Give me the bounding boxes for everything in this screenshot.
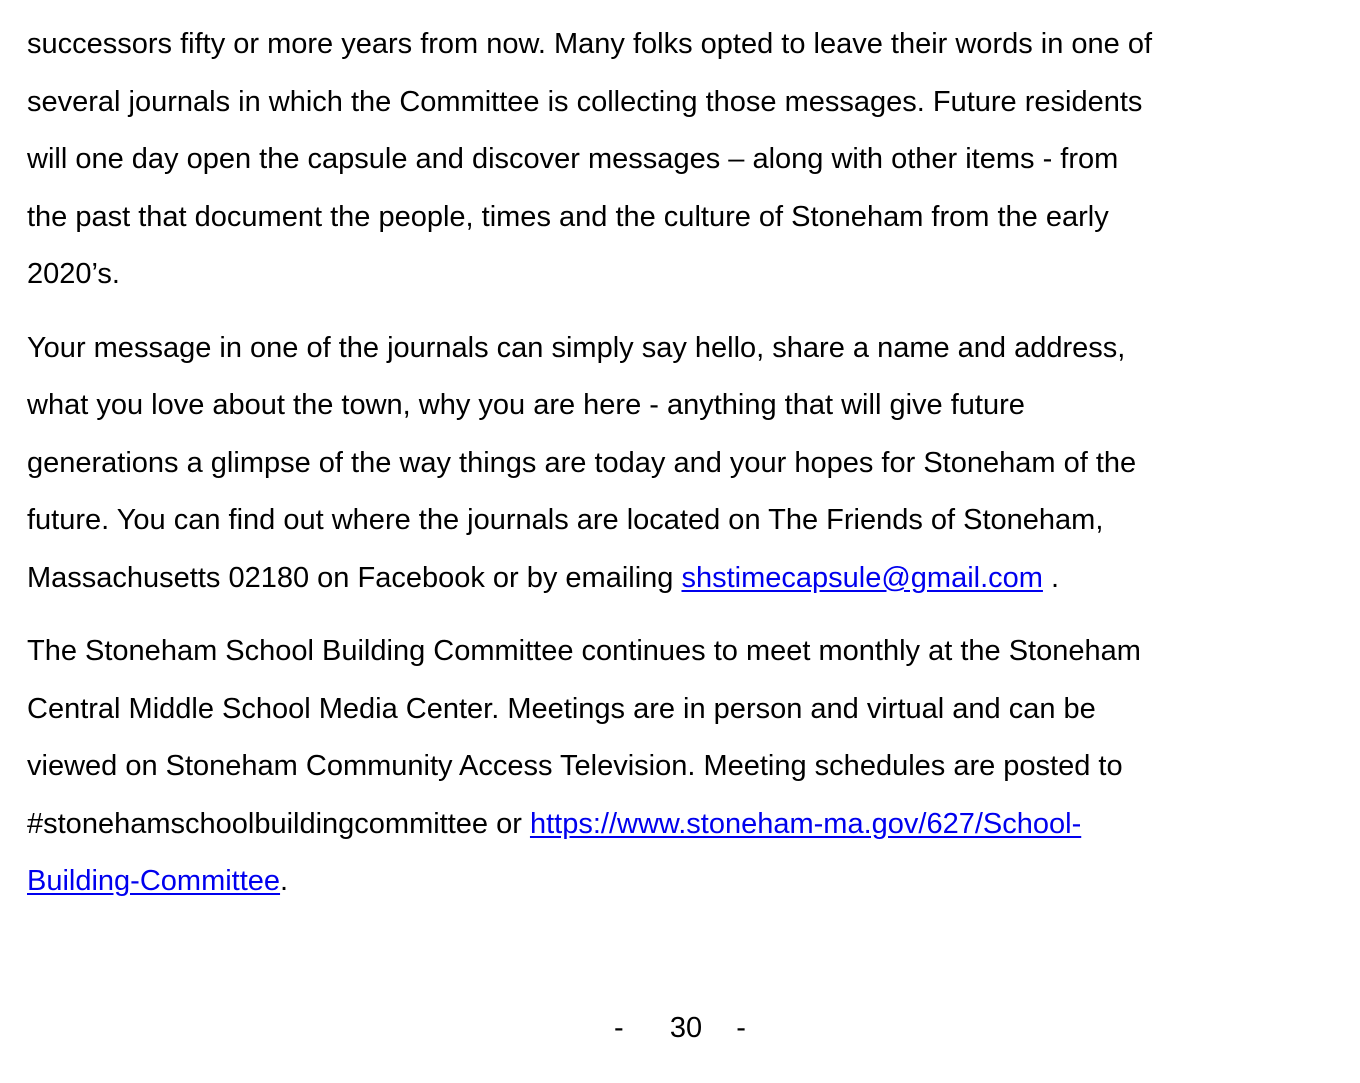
email-link[interactable]: shstimecapsule@gmail.com <box>681 561 1043 594</box>
page-number: 30 <box>669 1012 703 1044</box>
footer-dash-left: - <box>614 1012 624 1044</box>
footer-dash-right: - <box>736 1012 746 1044</box>
paragraph-text: The Stoneham School Building Committee continues to meet monthly at the Stoneham Central Middle School Media Center. Meetings are in person and virtual and can be viewed on Stoneham Community Access Television. Meeting schedules are posted to #stonehamschoolbuildingcommittee or <box>27 635 1141 840</box>
paragraph-text-end: . <box>1042 561 1060 594</box>
paragraph-time-capsule <box>27 16 1337 304</box>
page-footer <box>0 1008 1360 1048</box>
paragraph-text: Your message in one of the journals can simply say hello, share a name and address, what you love about the town, why you are here - anything that will give future generations a glimpse of the way things are today and your hopes for Stoneham of the future. You can find out where the journals are located on The Friends of Stoneham, Massachusetts 02180 on Facebook or by emailing <box>27 331 1137 594</box>
paragraph-building-committee <box>27 623 1337 911</box>
document-page <box>27 16 1337 911</box>
committee-website-link[interactable]: https://www.stoneham-ma.gov/627/School- Building-Committee <box>27 807 1082 897</box>
paragraph-text: successors fifty or more years from now. Many folks opted to leave their words in one of several journals in which the Committee is collecting those messages. Future residents will one day open the capsule and discover messages – along with other items - from the past that document the people, times and the culture of Stoneham from the early 2020’s. <box>27 28 1153 290</box>
paragraph-journal-message <box>27 320 1337 608</box>
paragraph-text-end: . <box>280 865 289 897</box>
